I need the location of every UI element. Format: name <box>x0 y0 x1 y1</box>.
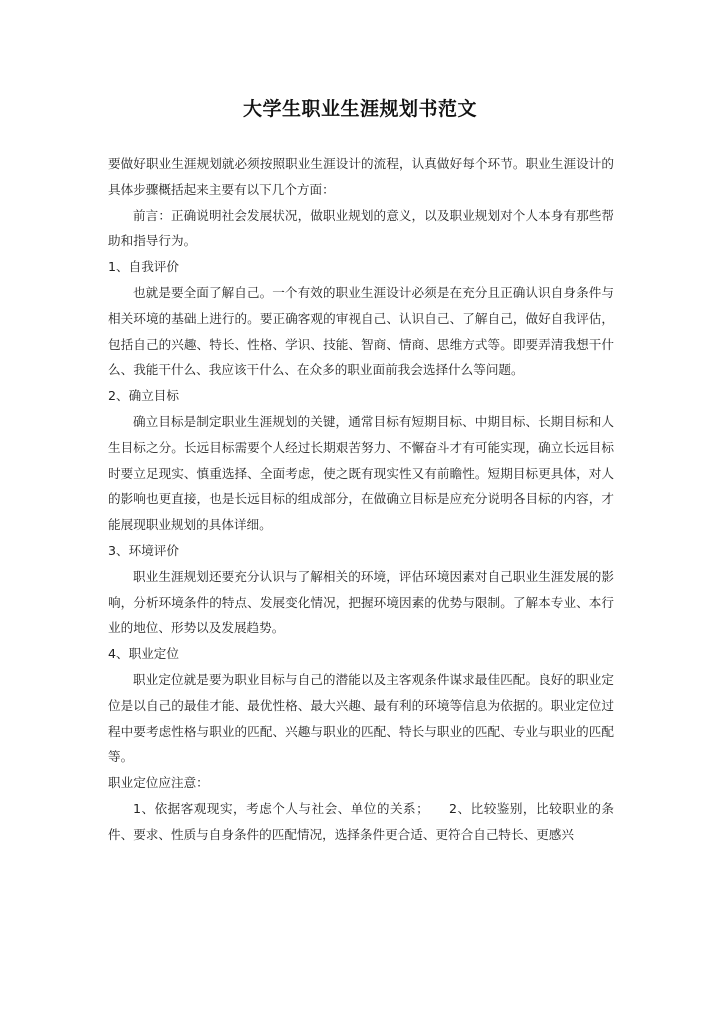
positioning-notes-heading: 职业定位应注意： <box>108 775 209 791</box>
section-heading-set-goals: 2、确立目标 <box>108 388 179 404</box>
intro-paragraph: 要做好职业生涯规划就必须按照职业生涯设计的流程，认真做好每个环节。职业生涯设计的具体步骤概括起来主要有以下几个方面： <box>108 156 614 197</box>
self-evaluation-paragraph: 也就是要全面了解自己。一个有效的职业生涯设计必须是在充分且正确认识自身条件与相关环境的基础上进行的。要正确客观的审视自己、认识自己、了解自己，做好自我评估，包括自己的兴趣、特长、性格、学识、技能、智商、情商、思维方式等。即要弄清我想干什么、我能干什么、我应该干什么、在众多的职业面前我会选择什么等问题。 <box>108 284 614 378</box>
section-heading-environment: 3、环境评价 <box>108 542 179 558</box>
section-heading-self-evaluation: 1、自我评价 <box>108 259 179 275</box>
section-heading-career-positioning: 4、职业定位 <box>108 646 179 662</box>
set-goals-paragraph: 确立目标是制定职业生涯规划的关键，通常目标有短期目标、中期目标、长期目标和人生目标之分。长远目标需要个人经过长期艰苦努力、不懈奋斗才有可能实现，确立长远目标时要立足现实、慎重选择、全面考虑，使之既有现实性又有前瞻性。短期目标更具体，对人的影响也更直接，也是长远目标的组成部分，在做确立目标是应充分说明各目标的内容，才能展现职业规划的具体详细。 <box>108 413 614 533</box>
environment-paragraph: 职业生涯规划还要充分认识与了解相关的环境，评估环境因素对自己职业生涯发展的影响，分析环境条件的特点、发展变化情况，把握环境因素的优势与限制。了解本专业、本行业的地位、形势以及发展趋势。 <box>108 568 614 636</box>
document-body <box>108 151 614 848</box>
preface-paragraph: 前言：正确说明社会发展状况，做职业规划的意义，以及职业规划对个人本身有那些帮助和指导行为。 <box>108 207 614 249</box>
positioning-notes-paragraph: 1、依据客观现实，考虑个人与社会、单位的关系； 2、比较鉴别，比较职业的条件、要求、性质与自身条件的匹配情况，选择条件更合适、更符合自己特长、更感兴 <box>108 800 614 842</box>
career-positioning-paragraph: 职业定位就是要为职业目标与自己的潜能以及主客观条件谋求最佳匹配。良好的职业定位是以自己的最佳才能、最优性格、最大兴趣、最有利的环境等信息为依据的。职业定位过程中要考虑性格与职业的匹配、兴趣与职业的匹配、特长与职业的匹配、专业与职业的匹配等。 <box>108 671 614 765</box>
document-title: 大学生职业生涯规划书范文 <box>242 98 477 120</box>
